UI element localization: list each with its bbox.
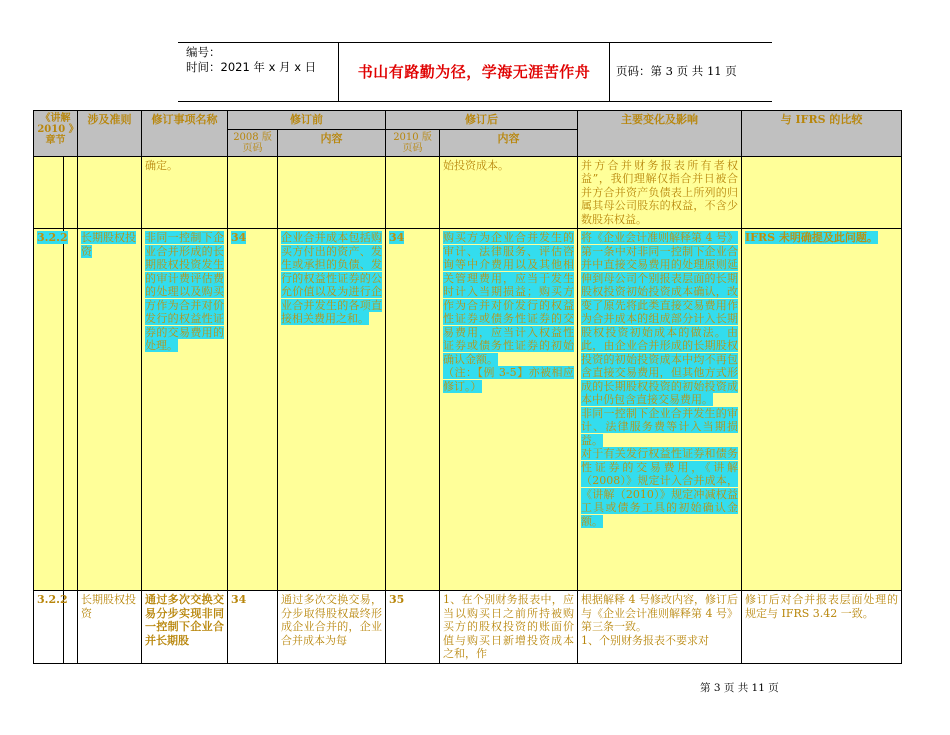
table-row [34,591,902,664]
number-label: 编号： [186,45,221,59]
header-before-page: 2008 版页码 [228,129,278,156]
row3-after-page: 35 [386,591,440,664]
row1-after-content: 始投资成本。 [440,156,578,229]
row2-before-content: 企业合并成本包括购买方付出的资产、发生或承担的负债、发行的权益性证券的公允价值以及为进行企业合并发生的各项直接相关费用之和。 [281,231,383,325]
row3-ifrs: 修订后对合并报表层面处理的规定与 IFRS 3.42 一致。 [742,591,902,664]
row2-after-page: 34 [389,231,405,244]
header-ifrs: 与 IFRS 的比较 [742,111,902,157]
row2-changes-1: 将《企业会计准则解释第 4 号》第一条中对非同一控制下企业合并中直接交易费用的处理原则延伸到母公司个别报表层面的长期股权投资初始投资成本确认，改变了原先将此类直接交易费用作为合并成本的组成部分计入长期股权投资初始成本的做法。由此，由企业合并形成的长期股权投资的初始投资成本中均不再包含直接交易费用，但其他方式形成的长期股权投资的初始投资成本中仍包含直接交易费用。 [581,231,739,406]
row3-item: 通过多次交换交易分步实现非同一控制下企业合并长期股 [142,591,228,664]
row1-changes: 并方合并财务报表所有者权益”，我们理解仅指合并日被合并方合并资产负债表上所列的归属其母公司股东的权益，不含少数股东权益。 [578,156,742,229]
header-item: 修订事项名称 [142,111,228,157]
header-after: 修订后 [386,111,578,130]
row2-changes-3: 对于有关发行权益性证券和债务性证券的交易费用，《讲解（2008）》规定计入合并成本，《讲解（2010）》规定冲减权益工具或债务工具的初始确认金额。 [581,447,739,528]
time-label: 时间：2021 年 x 月 x 日 [186,60,317,74]
row3-before-page: 34 [228,591,278,664]
table-row [34,229,902,591]
row2-standard: 长期股权投资 [81,231,137,258]
row2-after-content: 购买方为企业合并发生的审计、法律服务、评估咨询等中介费用以及其他相关管理费用，应当于发生时计入当期损益；购买方作为合并对价发行的权益性证券或债务性证券的交易费用，应当计入权益性证券或债务性证券的初始确认金额。 [443,231,575,366]
header-after-page: 2010 版页码 [386,129,440,156]
page-label: 页码：第 3 页 共 11 页 [616,64,737,78]
row2-before-page: 34 [231,231,247,244]
motto: 书山有路勤为径，学海无涯苦作舟 [357,63,591,81]
row1-item: 确定。 [142,156,228,229]
motto-box [338,43,610,101]
row3-changes: 根据解释 4 号修改内容，修订后与《企业会计准则解释第 4 号》第三条一致。 1、个别财务报表不要求对 [578,591,742,664]
header-before: 修订前 [228,111,386,130]
row2-after-note: （注：【例 3-5】亦被相应修订。） [443,366,575,393]
page-footer: 第 3 页 共 11 页 [700,682,779,694]
row2-ifrs: IFRS 未明确提及此问题。 [745,231,878,244]
row2-section: 3.2.2 [37,231,68,244]
revision-table [33,110,902,664]
header-standard: 涉及准则 [78,111,142,157]
row2-item: 非同一控制下企业合并形成的长期股权投资发生的审计费评估费的处理以及购买方作为合并对价发行的权益性证券的交易费用的处理。 [145,231,225,352]
header-meta [186,45,316,75]
page-header [178,42,772,102]
row3-standard: 长期股权投资 [78,591,142,664]
table-header-row [34,111,902,130]
row2-changes-2: 非同一控制下企业合并发生的审计、法律服务费等计入当期损益。 [581,406,739,447]
table-row [34,156,902,229]
header-changes: 主要变化及影响 [578,111,742,157]
header-after-content: 内容 [440,129,578,156]
row3-after-content: 1、在个别财务报表中，应当以购买日之前所持被购买方的股权投资的账面价值与购买日新增投资成本之和，作 [440,591,578,664]
header-section: 《讲解 2010 》章节 [34,111,78,157]
row3-before-content: 通过多次交换交易，分步取得股权最终形成企业合并的，企业合并成本为每 [278,591,386,664]
header-before-content: 内容 [278,129,386,156]
row3-section: 3.2.2 [34,591,64,664]
